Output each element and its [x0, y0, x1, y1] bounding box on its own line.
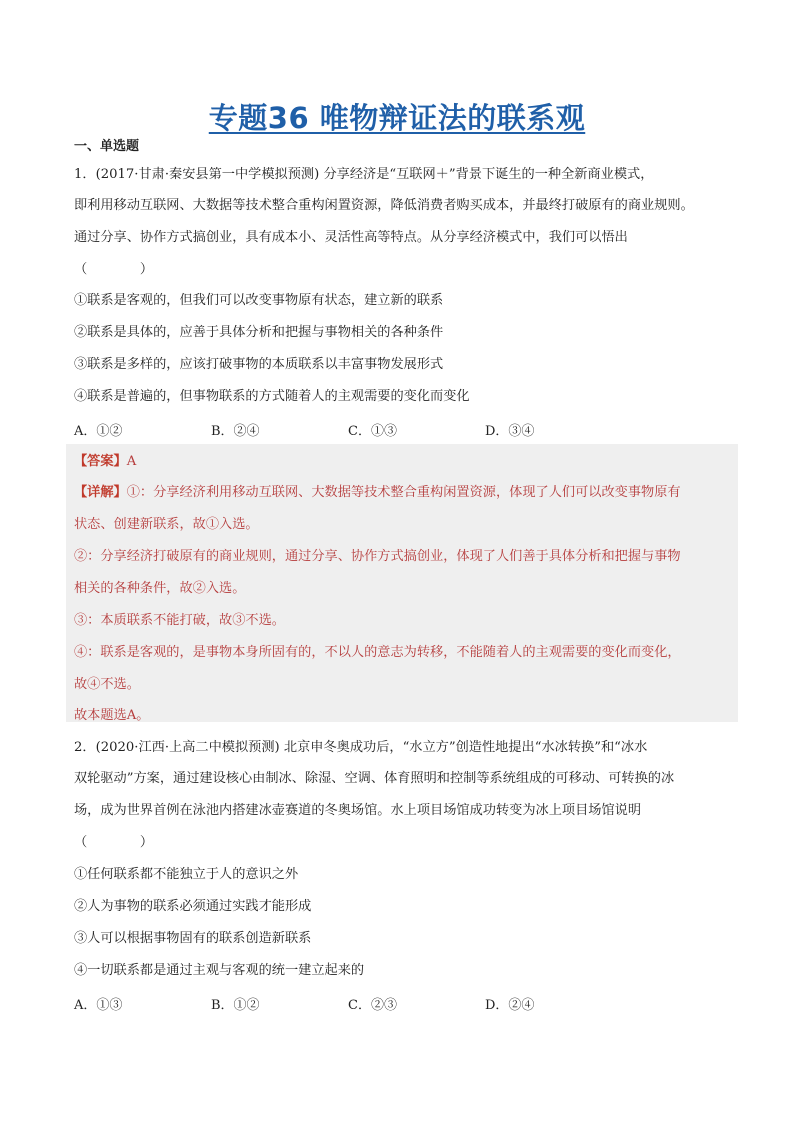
question-1-stem-line: 通过分享、协作方式搞创业，具有成本小、灵活性高等特点。从分享经济模式中，我们可以悟出	[74, 230, 628, 245]
question-1-statement: ④联系是普遍的，但事物联系的方式随着人的主观需要的变化而变化	[74, 389, 470, 404]
answer-line	[74, 453, 734, 471]
option-c[interactable]: C．①③	[348, 424, 397, 439]
question-1-stem-line: 1．(2017·甘肃·秦安县第一中学模拟预测) 分享经济是“互联网＋”背景下诞生的一种全新商业模式，	[74, 167, 654, 182]
detail-line: 故④不选。	[74, 677, 140, 692]
answer-label: 【答案】	[74, 454, 127, 469]
detail-line: ④：联系是客观的，是事物本身所固有的，不以人的意志为转移，不能随着人的主观需要的变化而变化，	[74, 645, 681, 660]
question-2-options	[74, 994, 734, 1012]
question-1-statement: ③联系是多样的，应该打破事物的本质联系以丰富事物发展形式	[74, 357, 444, 372]
question-2-statement: ②人为事物的联系必须通过实践才能形成	[74, 899, 312, 914]
option-c[interactable]: C．②③	[348, 998, 397, 1013]
option-b[interactable]: B．②④	[211, 424, 260, 439]
option-a[interactable]: A．①②	[74, 424, 123, 439]
detail-label: 【详解】	[74, 485, 127, 500]
detail-line: 状态、创建新联系，故①入选。	[74, 517, 259, 532]
question-2-statement: ④一切联系都是通过主观与客观的统一建立起来的	[74, 963, 365, 978]
section-heading: 一、单选题	[74, 139, 140, 154]
option-a[interactable]: A．①③	[74, 998, 123, 1013]
question-1-stem-line: 即利用移动互联网、大数据等技术整合重构闲置资源，降低消费者购买成本，并最终打破原有的商业规则。	[74, 198, 694, 213]
question-2-stem-line: 场，成为世界首例在泳池内搭建冰壶赛道的冬奥场馆。水上项目场馆成功转变为冰上项目场馆说明	[74, 803, 642, 818]
question-2-blank: （ ）	[74, 835, 154, 850]
question-1-statement: ①联系是客观的，但我们可以改变事物原有状态，建立新的联系	[74, 293, 444, 308]
detail-text: ①：分享经济利用移动互联网、大数据等技术整合重构闲置资源，体现了人们可以改变事物原有	[126, 485, 681, 500]
question-2-stem-line: 2．(2020·江西·上高二中模拟预测) 北京申冬奥成功后，“水立方”创造性地提出“水冰转换”和“冰水	[74, 740, 648, 755]
question-2-stem-line: 双轮驱动”方案，通过建设核心由制冰、除湿、空调、体育照明和控制等系统组成的可移动、可转换的冰	[74, 771, 675, 786]
question-1-statement: ②联系是具体的，应善于具体分析和把握与事物相关的各种条件	[74, 325, 444, 340]
option-b[interactable]: B．①②	[211, 998, 260, 1013]
detail-line: ③：本质联系不能打破，故③不选。	[74, 613, 285, 628]
detail-line	[74, 484, 734, 502]
question-2-statement: ①任何联系都不能独立于人的意识之外	[74, 867, 299, 882]
question-1-blank: （ ）	[74, 262, 154, 277]
question-1-options	[74, 420, 734, 438]
detail-conclusion: 故本题选A。	[74, 708, 150, 723]
page-title: 专题36 唯物辩证法的联系观	[208, 101, 586, 135]
question-2-statement: ③人可以根据事物固有的联系创造新联系	[74, 931, 312, 946]
option-d[interactable]: D．③④	[485, 424, 535, 439]
option-d[interactable]: D．②④	[485, 998, 535, 1013]
detail-line: ②：分享经济打破原有的商业规则，通过分享、协作方式搞创业，体现了人们善于具体分析和把握与事物	[74, 549, 681, 564]
detail-line: 相关的各种条件，故②入选。	[74, 581, 246, 596]
answer-value: A	[126, 454, 137, 469]
